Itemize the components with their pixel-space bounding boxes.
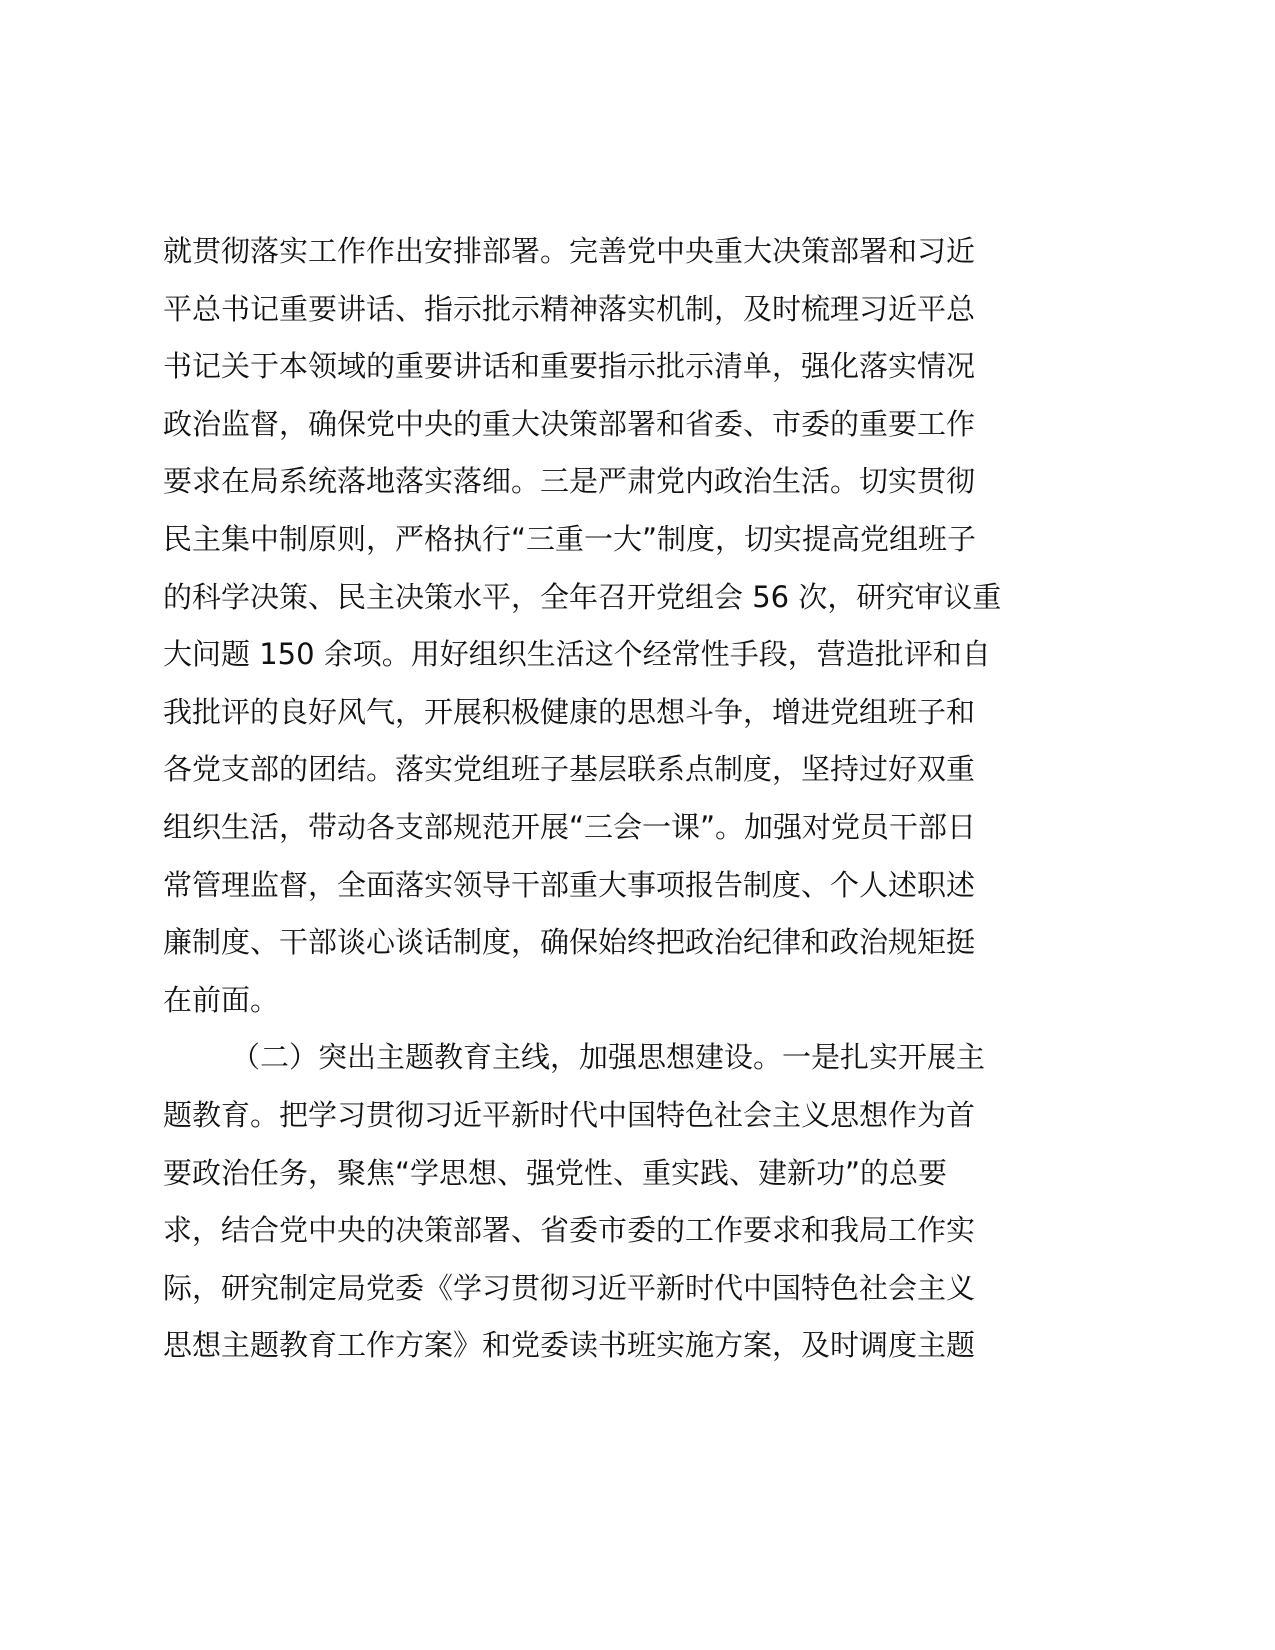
text-line: 求，结合党中央的决策部署、省委市委的工作要求和我局工作实	[163, 1213, 976, 1248]
text-line: 就贯彻落实工作作出安排部署。完善党中央重大决策部署和习近	[163, 234, 976, 268]
text-line: 题教育。把学习贯彻习近平新时代中国特色社会主义思想作为首	[163, 1097, 976, 1132]
text-line: 政治监督，确保党中央的重大决策部署和省委、市委的重要工作	[163, 406, 976, 441]
text-line: 要求在局系统落地落实落细。三是严肃党内政治生活。切实贯彻	[163, 464, 976, 499]
text-line: 际，研究制定局党委《学习贯彻习近平新时代中国特色社会主义	[163, 1270, 976, 1305]
text-line: 思想主题教育工作方案》和党委读书班实施方案，及时调度主题	[163, 1328, 976, 1363]
paragraph-2	[163, 1029, 1123, 1375]
text-line: 我批评的良好风气，开展积极健康的思想斗争，增进党组班子和	[163, 694, 976, 729]
text-line: 各党支部的团结。落实党组班子基层联系点制度，坚持过好双重	[163, 752, 976, 787]
body-text	[163, 223, 1123, 1375]
paragraph-1	[163, 223, 1123, 1029]
text-line: 书记关于本领域的重要讲话和重要指示批示清单，强化落实情况	[163, 349, 976, 384]
text-line: 廉制度、干部谈心谈话制度，确保始终把政治纪律和政治规矩挺	[163, 925, 976, 960]
text-line: 大问题 150 余项。用好组织生活这个经常性手段，营造批评和自	[163, 637, 991, 672]
text-line: 常管理监督，全面落实领导干部重大事项报告制度、个人述职述	[163, 867, 976, 902]
text-line: 在前面。	[163, 982, 280, 1017]
text-line: 要政治任务，聚焦“学思想、强党性、重实践、建新功”的总要	[163, 1155, 948, 1190]
text-line: 平总书记重要讲话、指示批示精神落实机制，及时梳理习近平总	[163, 291, 976, 326]
text-line: 的科学决策、民主决策水平，全年召开党组会 56 次，研究审议重	[163, 579, 1002, 614]
text-line: 组织生活，带动各支部规范开展“三会一课”。加强对党员干部日	[163, 809, 977, 844]
text-line: 民主集中制原则，严格执行“三重一大”制度，切实提高党组班子	[163, 521, 977, 556]
section-heading-line: （二）突出主题教育主线，加强思想建设。一是扎实开展主	[231, 1040, 986, 1075]
